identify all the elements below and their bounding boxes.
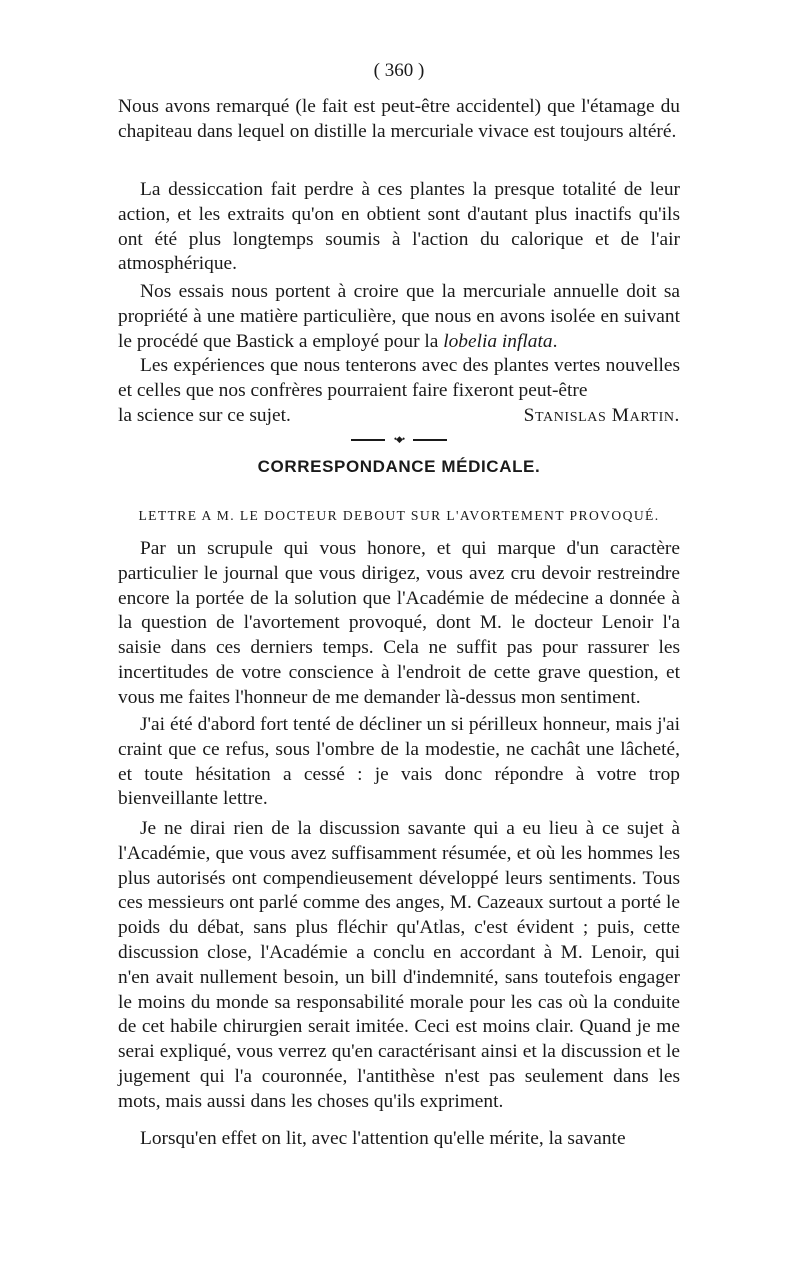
paragraph-dessiccation: La dessiccation fait perdre à ces plantes la presque totalité de leur action, et les extraits qu'on en obtient sont d'autant plus inactifs qu'ils ont été plus longtemps soumis à l'action du calorique et de l'air atmosphérique. xyxy=(118,179,680,275)
signature-line xyxy=(118,404,680,429)
section-divider xyxy=(351,436,447,444)
divider-ornament: •◆• xyxy=(385,435,413,443)
paragraph-essais-text: Nos essais nous portent à croire que la mercuriale annuelle doit sa propriété à une matière particulière, que nous en avons isolée en suivant le procédé que Bastick a employé pour la xyxy=(118,281,680,352)
paragraph-scrupule: Par un scrupule qui vous honore, et qui marque d'un caractère particulier le journal que vous dirigez, vous avez cru devoir restreindre encore la portée de la solution que l'Académie de médecine a donnée à la question de l'avortement provoqué, dont M. le docteur Lenoir l'a saisie dans ces derniers temps. Cela ne suffit pas pour rassurer les incertitudes de votre conscience à l'endroit de cette grave question, et vous me faites l'honneur de me demander là-dessus mon sentiment. xyxy=(118,538,680,708)
paragraph-etamage: Nous avons remarqué (le fait est peut-être accidentel) que l'étamage du chapiteau dans lequel on distille la mercuriale vivace est toujours altéré. xyxy=(118,96,680,142)
paragraph-experiences-text: Les expériences que nous tenterons avec des plantes vertes nouvelles et celles que nos confrères pourraient faire fixeront peut-être xyxy=(118,355,680,401)
author-signature: Stanislas Martin. xyxy=(523,404,680,426)
paragraph-lorsquen: Lorsqu'en effet on lit, avec l'attention qu'elle mérite, la savante xyxy=(140,1128,626,1149)
page-number: ( 360 ) xyxy=(373,60,425,81)
paragraph-discussion: Je ne dirai rien de la discussion savante qui a eu lieu à ce sujet à l'Académie, que vous avez suffisamment résumée, et où les hommes les plus autorisés ont compendieusement développé leurs sentiments. Tous ces messieurs ont parlé comme des anges, M. Cazeaux surtout a porté le poids du débat, sans plus fléchir qu'Atlas, c'est évident ; puis, cette discussion close, l'Académie a conclu en accordant à M. Lenoir, qui n'en avait nullement besoin, un bill d'indemnité, sans toutefois engager le moins du monde sa responsabilité morale pour les cas où la conduite de cet habile chirurgien serait imitée. Ceci est moins clair. Quand je me serai expliqué, vous verrez qu'en caractérisant ainsi et la discussion et le jugement qui l'a couronnée, l'antithèse n'est pas seulement dans les mots, mais aussi dans les choses qu'ils expriment. xyxy=(118,818,680,1112)
paragraph-decliner: J'ai été d'abord fort tenté de décliner un si périlleux honneur, mais j'ai craint que ce refus, sous l'ombre de la modestie, ne cachât une lâcheté, et toute hésitation a cessé : je vais donc répondre à votre trop bienveillante lettre. xyxy=(118,714,680,810)
paragraph-experiences-last-line: la science sur ce sujet. xyxy=(118,404,291,426)
paragraph-experiences xyxy=(118,354,680,428)
letter-title: LETTRE A M. LE DOCTEUR DEBOUT SUR L'AVORTEMENT PROVOQUÉ. xyxy=(138,508,660,523)
paragraph-essais-end: . xyxy=(552,330,558,352)
section-heading: CORRESPONDANCE MÉDICALE. xyxy=(257,457,541,476)
species-name: lobelia inflata xyxy=(443,330,553,352)
paragraph-essais xyxy=(118,280,680,354)
